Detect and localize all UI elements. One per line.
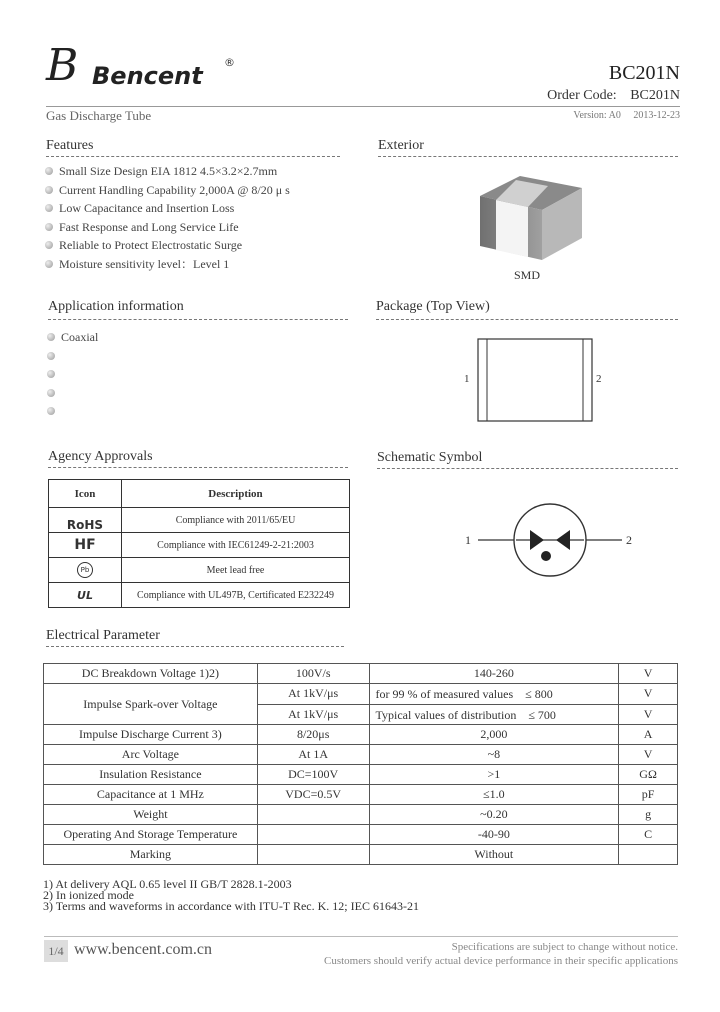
features-divider — [46, 156, 340, 157]
param-cell: Impulse Spark-over Voltage — [44, 684, 258, 725]
agency-title: Agency Approvals — [48, 449, 153, 464]
unit-cell: GΩ — [619, 765, 678, 785]
agency-row — [49, 533, 350, 558]
value-cell: 140-260 — [369, 664, 619, 684]
logo — [46, 40, 246, 94]
condition-cell — [257, 845, 369, 865]
website-link[interactable]: www.bencent.com.cn — [74, 941, 213, 958]
condition-cell: At 1kV/μs — [257, 684, 369, 705]
exterior-divider — [378, 156, 678, 157]
feature-item: Reliable to Protect Electrostatic Surge — [45, 236, 345, 255]
unit-cell: V — [619, 684, 678, 705]
table-row — [44, 785, 678, 805]
header-rule — [46, 106, 680, 107]
value-cell: for 99 % of measured values ≤ 800 — [369, 684, 619, 705]
halogen-free-icon: HF — [49, 533, 122, 558]
application-title: Application information — [48, 299, 184, 314]
order-code-label: Order Code: — [547, 88, 617, 103]
schematic-pin1-label: 1 — [465, 533, 471, 547]
agency-description: Compliance with UL497B, Certificated E232249 — [122, 583, 350, 608]
value-cell: ~8 — [369, 745, 619, 765]
table-row — [44, 664, 678, 684]
agency-description: Meet lead free — [122, 558, 350, 583]
schematic-symbol-drawing — [476, 502, 624, 582]
exterior-title: Exterior — [378, 138, 424, 153]
date: 2013-12-23 — [633, 110, 680, 121]
footer-rule — [44, 936, 678, 937]
smd-component-illustration — [472, 166, 584, 266]
param-cell: Capacitance at 1 MHz — [44, 785, 258, 805]
package-divider — [376, 319, 678, 320]
param-cell: Insulation Resistance — [44, 765, 258, 785]
condition-cell: 100V/s — [257, 664, 369, 684]
feature-item: Current Handling Capability 2,000A @ 8/20 μ s — [45, 181, 345, 200]
table-row — [44, 765, 678, 785]
feature-item: Moisture sensitivity level：Level 1 — [45, 255, 345, 274]
condition-cell — [257, 825, 369, 845]
electrical-divider — [46, 646, 344, 647]
condition-cell: DC=100V — [257, 765, 369, 785]
version: Version: A0 — [573, 110, 621, 121]
agency-table — [48, 479, 350, 608]
value-cell: ≤1.0 — [369, 785, 619, 805]
agency-row — [49, 583, 350, 608]
part-number: BC201N — [608, 62, 680, 84]
unit-cell — [619, 845, 678, 865]
param-cell: Arc Voltage — [44, 745, 258, 765]
logo-text: Bencent — [92, 62, 203, 90]
condition-cell: VDC=0.5V — [257, 785, 369, 805]
feature-item: Low Capacitance and Insertion Loss — [45, 199, 345, 218]
footnotes — [43, 879, 419, 912]
footer-note-line: Customers should verify actual device performance in their specific applications — [323, 955, 678, 967]
unit-cell: g — [619, 805, 678, 825]
feature-item: Fast Response and Long Service Life — [45, 218, 345, 237]
table-row — [44, 745, 678, 765]
package-title: Package (Top View) — [376, 299, 490, 314]
value-cell: >1 — [369, 765, 619, 785]
unit-cell: V — [619, 704, 678, 725]
electrical-parameter-table — [43, 663, 678, 865]
table-row — [44, 805, 678, 825]
table-row — [44, 684, 678, 705]
application-item — [47, 365, 347, 384]
rohs-icon: RoHS — [49, 508, 122, 533]
version-line — [573, 110, 680, 121]
agency-header-row — [49, 480, 350, 508]
value-cell: 2,000 — [369, 725, 619, 745]
unit-cell: V — [619, 745, 678, 765]
ul-recognized-icon — [49, 583, 122, 608]
param-cell: Impulse Discharge Current 3) — [44, 725, 258, 745]
application-item — [47, 402, 347, 421]
package-pin2-label: 2 — [596, 373, 602, 385]
application-item — [47, 384, 347, 403]
package-top-view-drawing — [477, 338, 593, 422]
application-item: Coaxial — [47, 328, 347, 347]
param-cell: Operating And Storage Temperature — [44, 825, 258, 845]
schematic-divider — [377, 468, 678, 469]
features-list — [45, 162, 345, 274]
unit-cell: A — [619, 725, 678, 745]
param-cell: Weight — [44, 805, 258, 825]
lead-free-icon — [49, 558, 122, 583]
features-title: Features — [46, 138, 94, 153]
order-code-value: BC201N — [630, 88, 680, 103]
application-item — [47, 347, 347, 366]
table-row — [44, 845, 678, 865]
value-cell: Typical values of distribution ≤ 700 — [369, 704, 619, 725]
agency-header-icon: Icon — [49, 480, 122, 508]
electrical-title: Electrical Parameter — [46, 628, 160, 643]
agency-row — [49, 508, 350, 533]
agency-description: Compliance with 2011/65/EU — [122, 508, 350, 533]
param-cell: Marking — [44, 845, 258, 865]
page-number: 1/4 — [44, 940, 68, 962]
logo-mark: B — [46, 40, 79, 91]
agency-description: Compliance with IEC61249-2-21:2003 — [122, 533, 350, 558]
product-subtitle: Gas Discharge Tube — [46, 108, 152, 123]
schematic-title: Schematic Symbol — [377, 450, 483, 465]
application-divider — [48, 319, 348, 320]
agency-header-description: Description — [122, 480, 350, 508]
footer-note-line: Specifications are subject to change without notice. — [451, 941, 678, 953]
ul-mark: UL — [77, 588, 93, 602]
footnote: 3) Terms and waveforms in accordance with ITU-T Rec. K. 12; IEC 61643-21 — [43, 899, 419, 913]
table-row — [44, 825, 678, 845]
condition-cell: At 1kV/μs — [257, 704, 369, 725]
unit-cell: V — [619, 664, 678, 684]
footnote: 2) In ionized mode — [43, 888, 134, 902]
condition-cell — [257, 805, 369, 825]
package-pin1-label: 1 — [464, 373, 470, 385]
value-cell: Without — [369, 845, 619, 865]
agency-divider — [48, 467, 348, 468]
value-cell: -40-90 — [369, 825, 619, 845]
condition-cell: At 1A — [257, 745, 369, 765]
footer-disclaimer — [324, 940, 678, 968]
logo-registered: ® — [224, 56, 235, 69]
value-cell: ~0.20 — [369, 805, 619, 825]
lead-free-label: Pb — [80, 566, 90, 574]
feature-item: Small Size Design EIA 1812 4.5×3.2×2.7mm — [45, 162, 345, 181]
application-list — [47, 328, 347, 421]
footnote: 1) At delivery AQL 0.65 level II GB/T 2828.1-2003 — [43, 877, 292, 891]
table-row — [44, 725, 678, 745]
schematic-pin2-label: 2 — [626, 533, 632, 547]
unit-cell: pF — [619, 785, 678, 805]
unit-cell: C — [619, 825, 678, 845]
agency-row — [49, 558, 350, 583]
order-code — [547, 88, 680, 104]
lead-free-symbol — [77, 562, 93, 578]
param-cell: DC Breakdown Voltage 1)2) — [44, 664, 258, 684]
condition-cell: 8/20μs — [257, 725, 369, 745]
exterior-caption: SMD — [514, 268, 541, 282]
